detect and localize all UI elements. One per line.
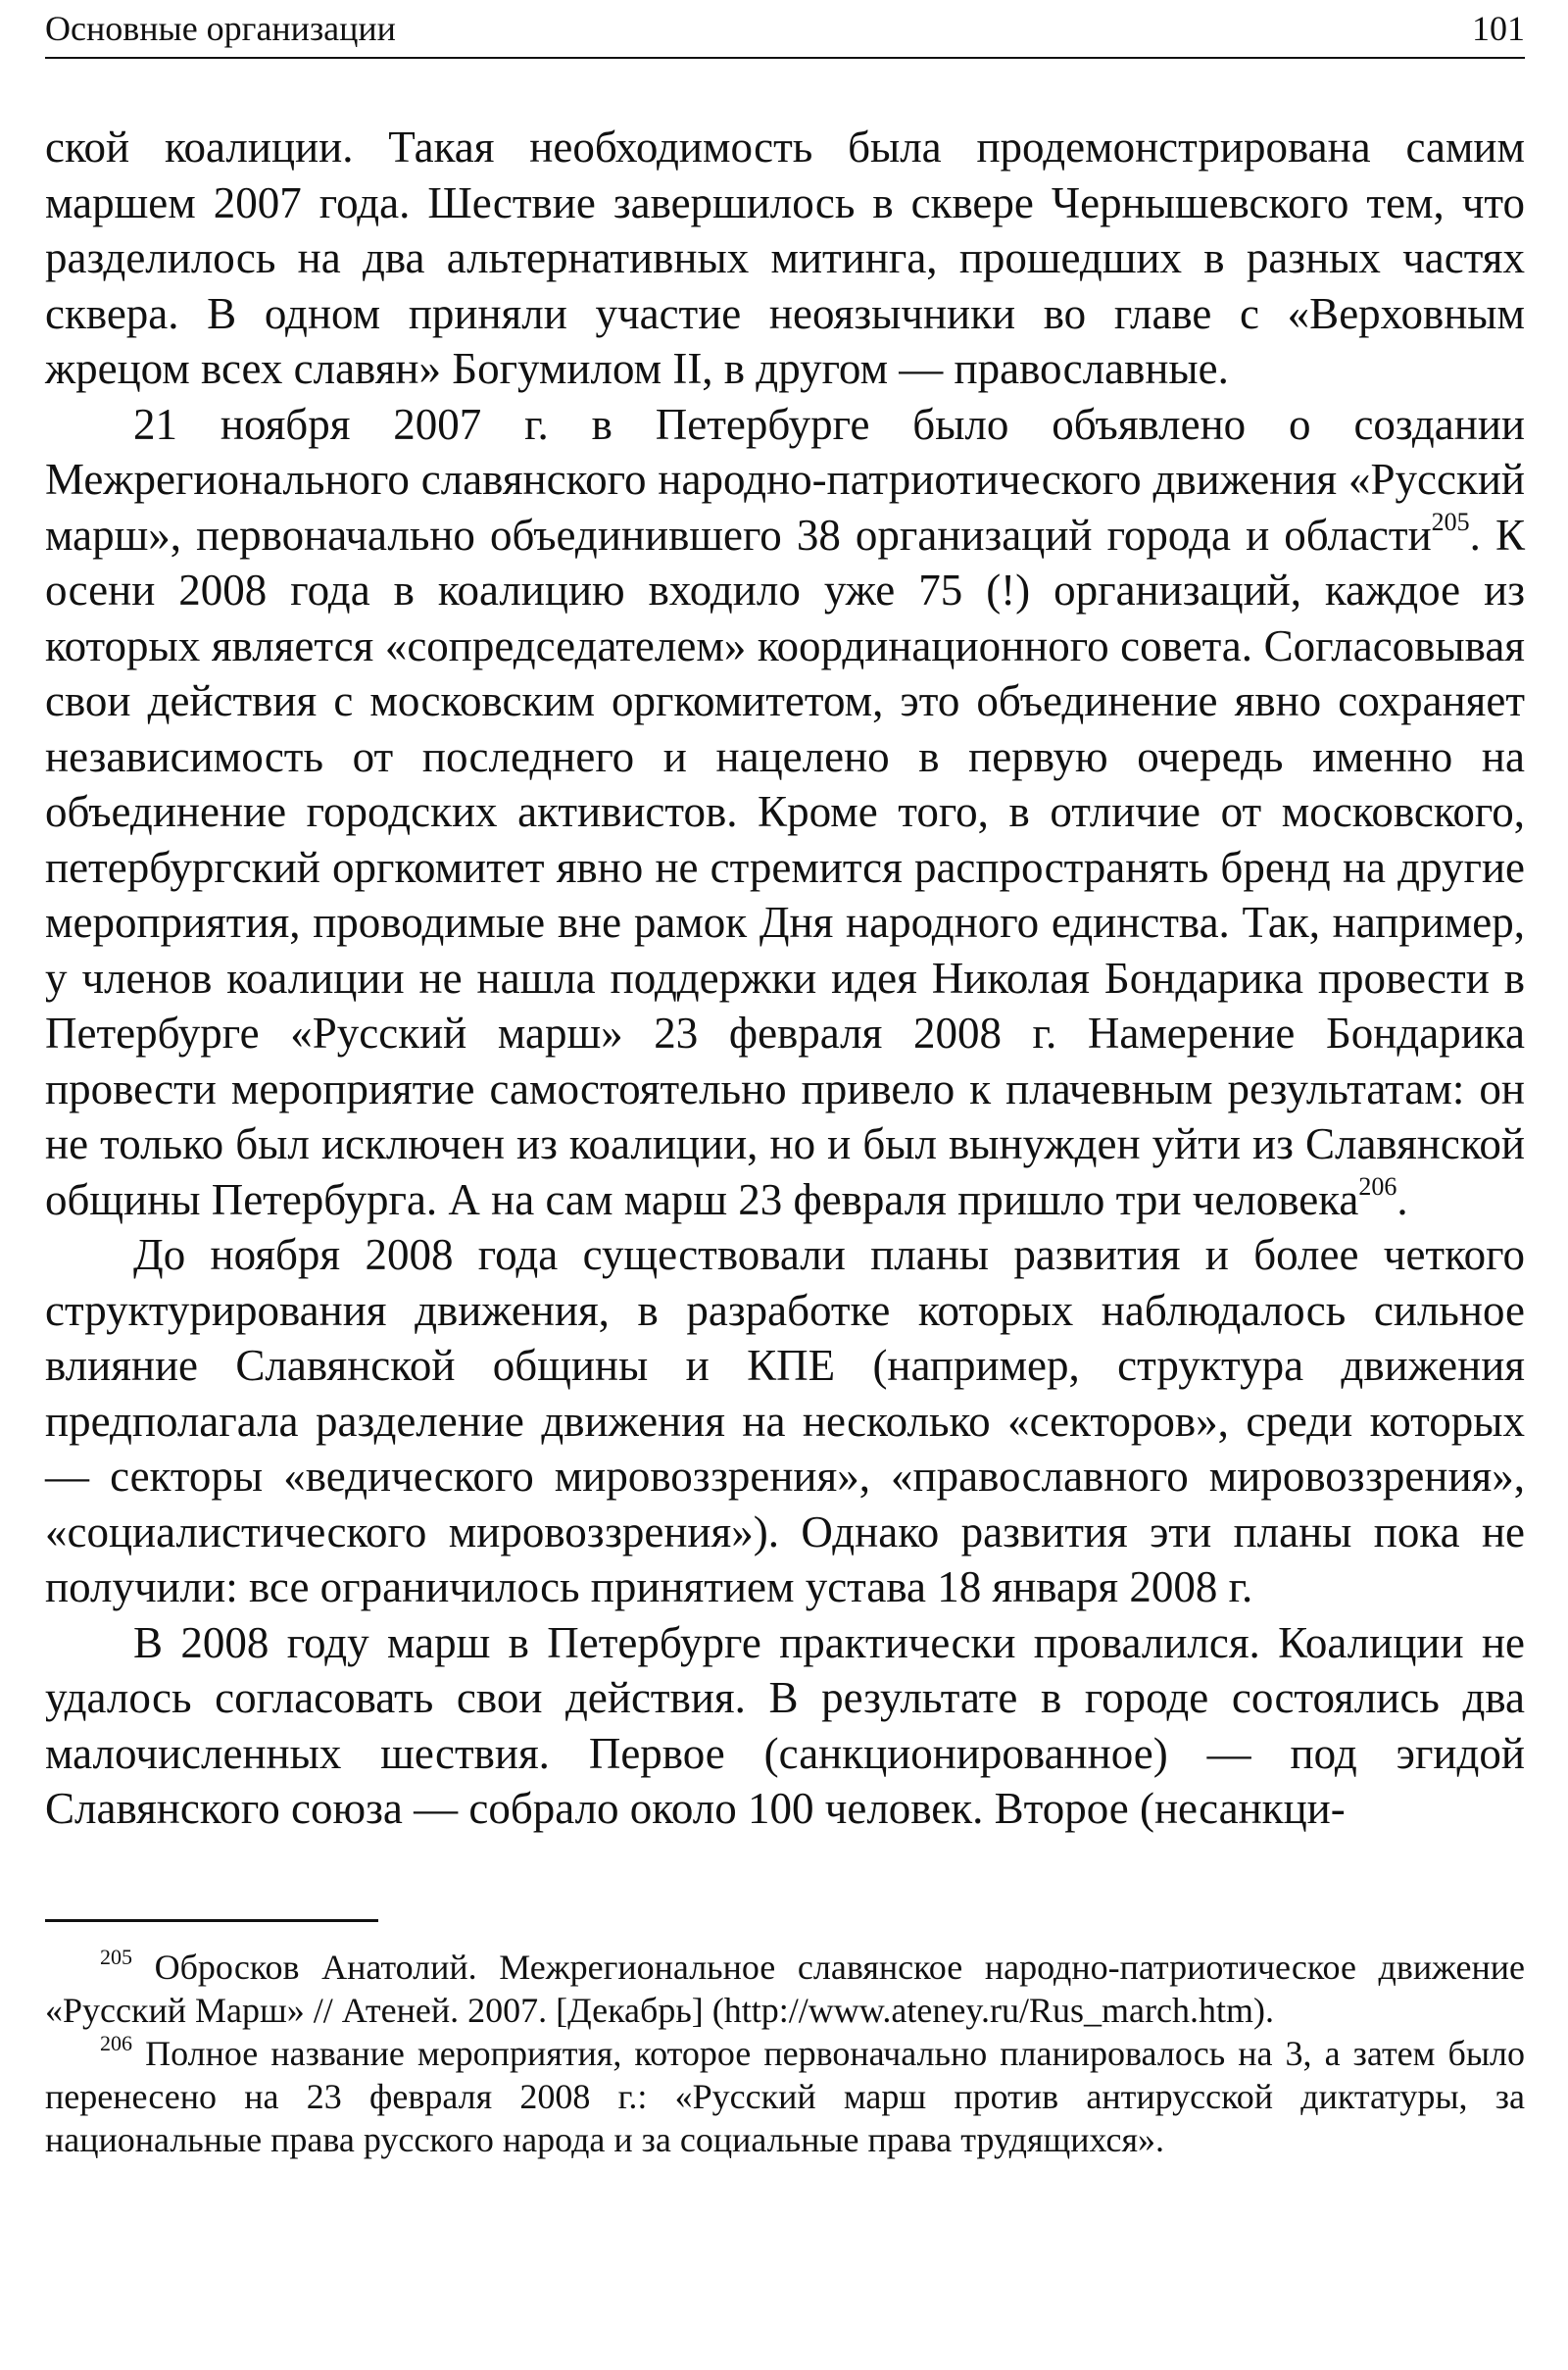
paragraph-4: В 2008 году марш в Петербурге практически провалился. Коалиции не удалось согласовать свои действия. В результате в городе состоялись два малочисленных шествия. Первое (санкционированное) — под эгидой Славянского союза — собрало около 100 человек. Второе (несанкци- (45, 1617, 1525, 1833)
footnote-number: 206 (100, 2030, 132, 2055)
running-title: Основные организации (45, 9, 396, 48)
page-number: 101 (1472, 9, 1525, 48)
paragraph-2 (45, 397, 1525, 1228)
footnote-205 (45, 1946, 1525, 2032)
footnote-text: Обросков Анатолий. Межрегиональное славянское народно-патриотическое движение «Русский Марш» // Атеней. 2007. [Декабрь] (http://www.ateney.ru/Rus_march.htm). (45, 1947, 1525, 2030)
paragraph-1: ской коалиции. Такая необходимость была продемонстрирована самим маршем 2007 года. Шествие завершилось в сквере Чернышевского тем, что разделилось на два альтернативных митинга, прошедших в разных частях сквера. В одном приняли участие неоязычники во главе с «Верховным жрецом всех славян» Богумилом II, в другом — православные. (45, 123, 1525, 393)
paragraph-3: До ноября 2008 года существовали планы развития и более четкого структурирования движения, в разработке которых наблюдалось сильное влияние Славянской общины и КПЕ (например, структура движения предполагала разделение движения на несколько «секторов», среди которых — секторы «ведического мировоззрения», «православного мировоззрения», «социалистического мировоззрения»). Однако развития эти планы пока не получили: все ограничилось принятием устава 18 января 2008 г. (45, 1230, 1525, 1611)
paragraph-2-part-b: . К осени 2008 года в коалицию входило уже 75 (!) организаций, каждое из которых является «сопредседателем» координационного совета. Согласовывая свои действия с московским оргкомитетом, это объединение явно сохраняет независимость от последнего и нацелено в первую очередь именно на объединение городских активистов. Кроме того, в отличие от московского, петербургский оргкомитет явно не стремится распространять бренд на другие мероприятия, проводимые вне рамок Дня народного единства. Так, например, у членов коалиции не нашла поддержки идея Николая Бондарика провести в Петербурге «Русский марш» 23 февраля 2008 г. Намерение Бондарика провести мероприятие самостоятельно привело к плачевным результатам: он не только был исключен из коалиции, но и был вынужден уйти из Славянской общины Петербурга. А на сам марш 23 февраля пришло три человека (45, 510, 1525, 1224)
running-header (45, 0, 1525, 59)
paragraph-2-part-c: . (1396, 1174, 1408, 1224)
book-page (45, 0, 1525, 2161)
footnote-ref-206: 206 (1358, 1171, 1397, 1201)
footnote-206 (45, 2032, 1525, 2161)
footnote-text: Полное название мероприятия, которое первоначально планировалось на 3, а затем было перенесено на 23 февраля 2008 г.: «Русский марш против антирусской диктатуры, за национальные права русского народа и за социальные права трудящихся». (45, 2033, 1525, 2159)
footnote-ref-205: 205 (1431, 507, 1470, 536)
footnotes (45, 1946, 1525, 2161)
footnote-number: 205 (100, 1944, 132, 1969)
footnote-separator (45, 1919, 378, 1922)
main-text (45, 120, 1525, 1837)
paragraph-2-part-a: 21 ноября 2007 г. в Петербурге было объявлено о создании Межрегионального славянского народно-патриотического движения «Русский марш», первоначально объединившего 38 организаций города и области (45, 399, 1525, 560)
